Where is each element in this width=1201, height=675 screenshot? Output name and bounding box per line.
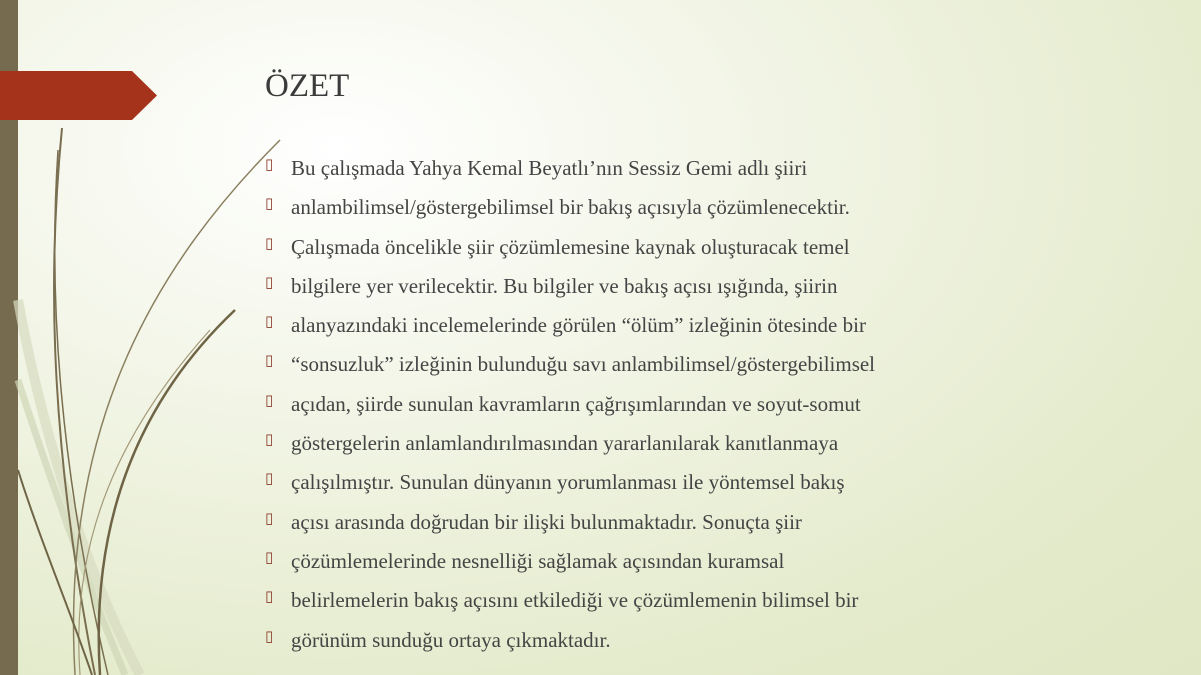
hollow-square-bullet-icon: ▯ [265,390,274,409]
bullet-item [265,267,1165,306]
bullet-text: bilgilere yer verilecektir. Bu bilgiler ve bakış açısı ışığında, şiirin [291,273,838,298]
hollow-square-bullet-icon: ▯ [265,430,274,449]
summary-bullet-list [265,149,1165,660]
bullet-item [265,621,1165,660]
bullet-item [265,424,1165,463]
bullet-item [265,581,1165,620]
hollow-square-bullet-icon: ▯ [265,469,274,488]
hollow-square-bullet-icon: ▯ [265,587,274,606]
hollow-square-bullet-icon: ▯ [265,351,274,370]
bullet-item [265,503,1165,542]
hollow-square-bullet-icon: ▯ [265,547,274,566]
bullet-item [265,345,1165,384]
bullet-item [265,306,1165,345]
bullet-text: çözümlemelerinde nesnelliği sağlamak açısından kuramsal [291,548,785,573]
bullet-text: belirlemelerin bakış açısını etkilediği ve çözümlemenin bilimsel bir [291,588,859,613]
bullet-item [265,228,1165,267]
title-accent-tab [0,71,157,120]
hollow-square-bullet-icon: ▯ [265,155,274,173]
bullet-item [265,188,1165,227]
bullet-item [265,385,1165,424]
hollow-square-bullet-icon: ▯ [265,233,274,252]
bullet-text: Bu çalışmada Yahya Kemal Beyatlı’nın Sessiz Gemi adlı şiiri [291,156,808,180]
bullet-text: “sonsuzluk” izleğinin bulunduğu savı anlambilimsel/göstergebilimsel [291,352,876,377]
hollow-square-bullet-icon: ▯ [265,508,274,527]
hollow-square-bullet-icon: ▯ [265,272,274,291]
bullet-text: göstergelerin anlamlandırılmasından yararlanılarak kanıtlanmaya [291,431,839,456]
bullet-text: alanyazındaki incelemelerinde görülen “ölüm” izleğinin ötesinde bir [291,313,866,338]
hollow-square-bullet-icon: ▯ [265,626,274,645]
bullet-text: Çalışmada öncelikle şiir çözümlemesine kaynak oluşturacak temel [291,234,850,259]
bullet-text: açıdan, şiirde sunulan kavramların çağrışımlarından ve soyut-somut [291,391,861,416]
bullet-text: görünüm sunduğu ortaya çıkmaktadır. [291,627,611,652]
bullet-text: açısı arasında doğrudan bir ilişki bulunmaktadır. Sonuçta şiir [291,509,802,534]
hollow-square-bullet-icon: ▯ [265,194,274,213]
hollow-square-bullet-icon: ▯ [265,312,274,331]
slide-title: ÖZET [265,68,350,104]
bullet-item [265,149,1165,188]
bullet-text: çalışılmıştır. Sunulan dünyanın yorumlanması ile yöntemsel bakış [291,470,845,495]
bullet-text: anlambilimsel/göstergebilimsel bir bakış açısıyla çözümlenecektir. [291,195,850,220]
bullet-item [265,463,1165,502]
bullet-item [265,542,1165,581]
